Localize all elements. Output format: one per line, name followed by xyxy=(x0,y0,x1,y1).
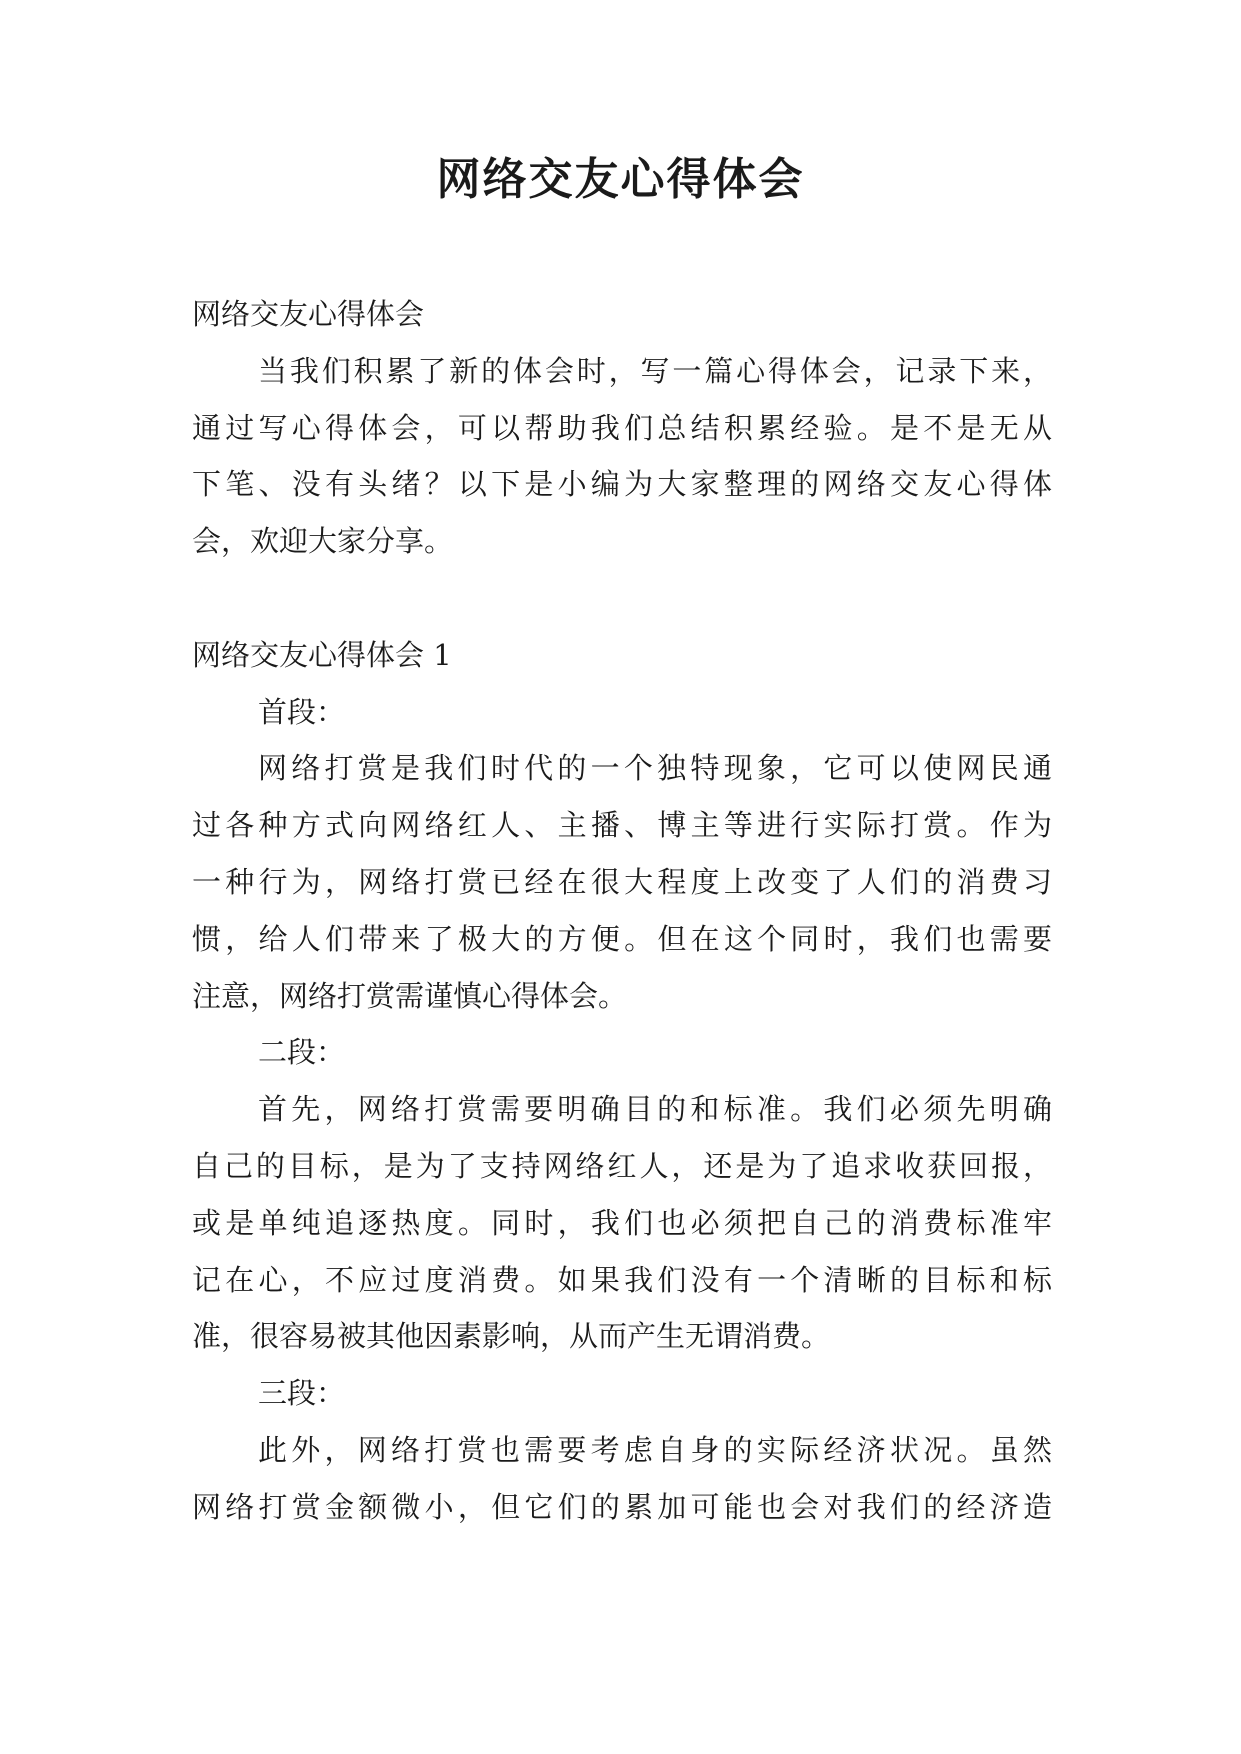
paragraph-line: 过各种方式向网络红人、主播、博主等进行实际打赏。作为 xyxy=(192,808,1052,843)
intro-line: 当我们积累了新的体会时，写一篇心得体会，记录下来， xyxy=(258,353,1052,388)
blank-line xyxy=(192,570,1052,627)
intro-line: 通过写心得体会，可以帮助我们总结积累经验。是不是无从 xyxy=(192,410,1052,445)
paragraph-line: 惯，给人们带来了极大的方便。但在这个同时，我们也需要 xyxy=(192,921,1052,956)
paragraph-label: 二段： xyxy=(258,1035,346,1070)
paragraph-line: 网络打赏金额微小，但它们的累加可能也会对我们的经济造 xyxy=(192,1489,1052,1524)
paragraph-line: 自己的目标，是为了支持网络红人，还是为了追求收获回报， xyxy=(192,1148,1052,1183)
paragraph-line: 网络打赏是我们时代的一个独特现象，它可以使网民通 xyxy=(258,751,1052,786)
paragraph-line: 首先，网络打赏需要明确目的和标准。我们必须先明确 xyxy=(258,1092,1052,1127)
paragraph-line: 此外，网络打赏也需要考虑自身的实际经济状况。虽然 xyxy=(258,1432,1052,1467)
paragraph-label: 首段： xyxy=(258,694,346,729)
paragraph-line: 注意，网络打赏需谨慎心得体会。 xyxy=(192,978,628,1013)
paragraph-line: 记在心，不应过度消费。如果我们没有一个清晰的目标和标 xyxy=(192,1262,1052,1297)
paragraph-label: 三段： xyxy=(258,1376,346,1411)
paragraph-line: 准，很容易被其他因素影响，从而产生无谓消费。 xyxy=(192,1319,831,1354)
intro-line: 下笔、没有头绪？以下是小编为大家整理的网络交友心得体 xyxy=(192,467,1052,502)
intro-line: 会，欢迎大家分享。 xyxy=(192,524,454,559)
section-heading: 网络交友心得体会 1 xyxy=(192,637,452,672)
paragraph-line: 或是单纯追逐热度。同时，我们也必须把自己的消费标准牢 xyxy=(192,1205,1052,1240)
intro-heading: 网络交友心得体会 xyxy=(192,297,425,331)
document-title: 网络交友心得体会 xyxy=(436,154,805,205)
document-body xyxy=(192,286,1052,1536)
paragraph-line: 一种行为，网络打赏已经在很大程度上改变了人们的消费习 xyxy=(192,864,1052,899)
